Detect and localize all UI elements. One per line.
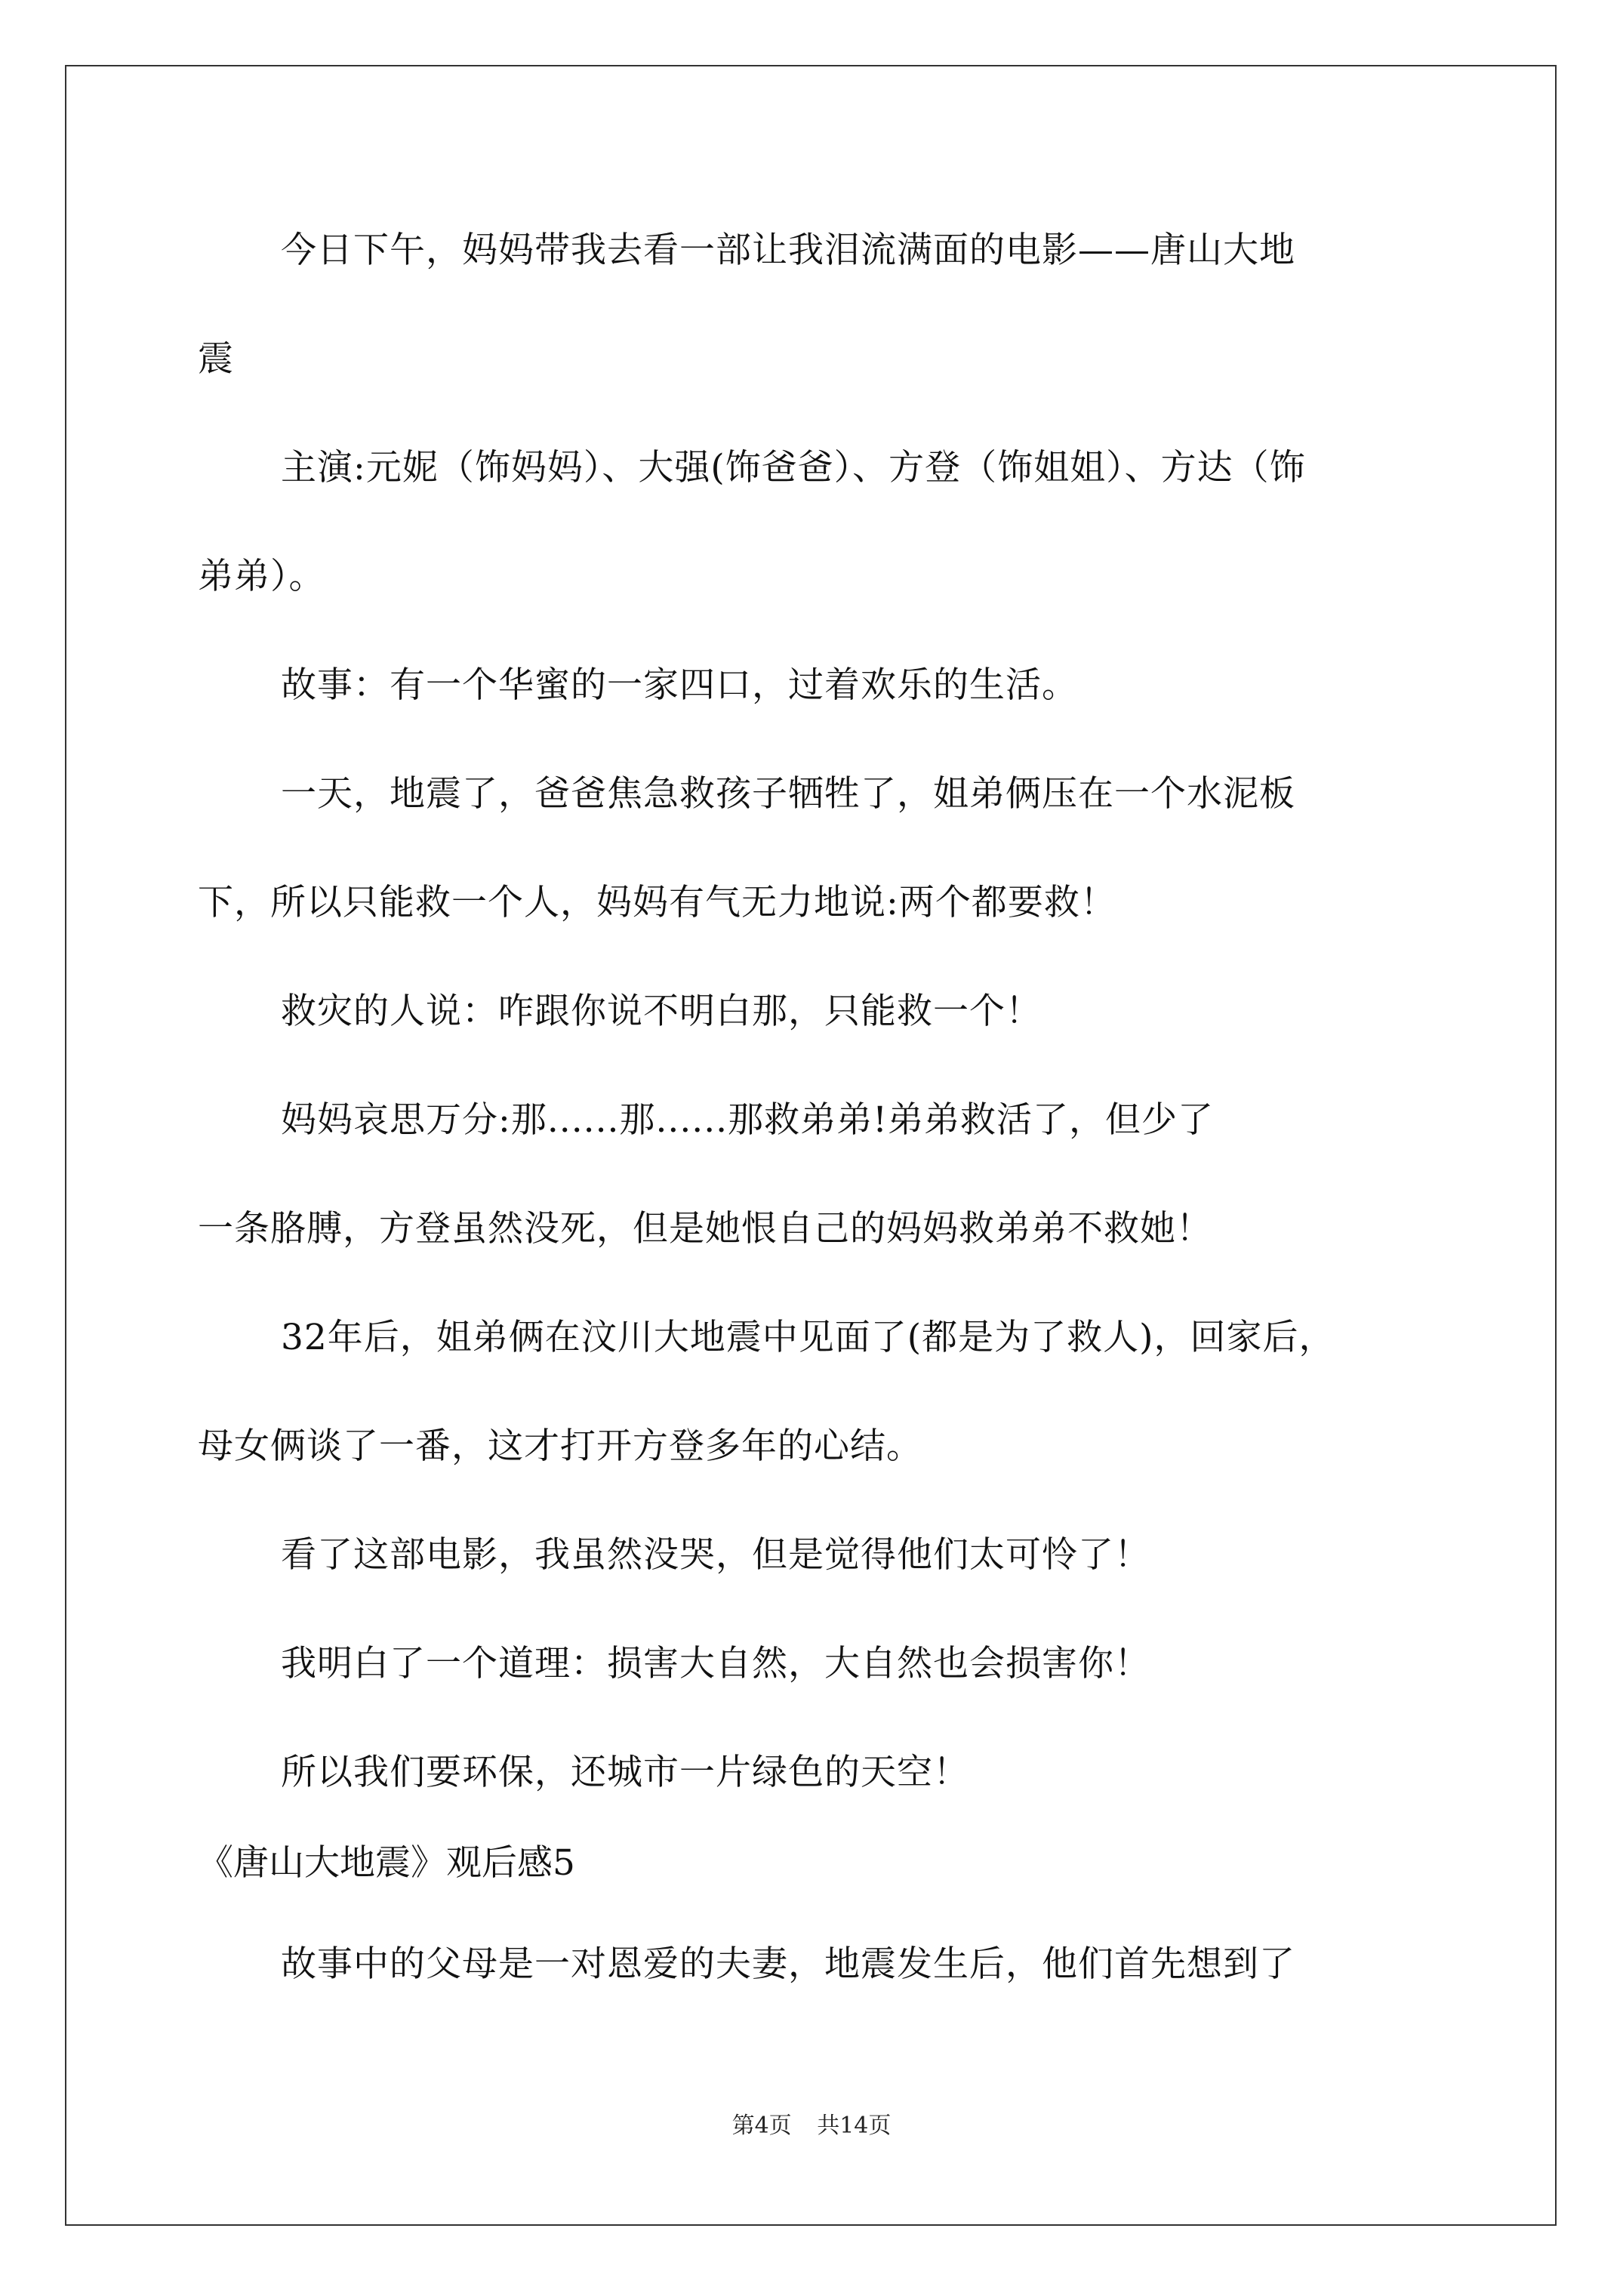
paragraph-2-line-2: 弟弟）。 bbox=[198, 556, 325, 597]
page-border bbox=[65, 65, 1557, 2226]
paragraph-1-line-1: 今日下午，妈妈带我去看一部让我泪流满面的电影——唐山大地 bbox=[281, 230, 1295, 271]
paragraph-9-line-1: 我明白了一个道理：损害大自然，大自然也会损害你！ bbox=[281, 1643, 1150, 1684]
last-paragraph-line-1: 故事中的父母是一对恩爱的夫妻，地震发生后，他们首先想到了 bbox=[281, 1943, 1295, 1985]
paragraph-6-line-1: 妈妈哀思万分:那......那......那救弟弟!弟弟救活了，但少了 bbox=[281, 1099, 1215, 1141]
paragraph-4-line-1: 一天，地震了，爸爸焦急救孩子牺牲了，姐弟俩压在一个水泥板 bbox=[281, 773, 1295, 815]
paragraph-2-line-1: 主演:元妮（饰妈妈）、大强(饰爸爸）、方登（饰姐姐）、方达（饰 bbox=[281, 447, 1306, 488]
paragraph-7-line-1: 32年后，姐弟俩在汶川大地震中见面了(都是为了救人)，回家后， bbox=[281, 1317, 1335, 1358]
page-number: 第4页 bbox=[731, 2113, 792, 2139]
paragraph-4-line-2: 下，所以只能救一个人，妈妈有气无力地说:两个都要救！ bbox=[198, 882, 1116, 923]
section-heading: 《唐山大地震》观后感5 bbox=[198, 1842, 575, 1884]
paragraph-10-line-1: 所以我们要环保，还城市一片绿色的天空！ bbox=[281, 1752, 969, 1793]
paragraph-8-line-1: 看了这部电影，我虽然没哭，但是觉得他们太可怜了！ bbox=[281, 1534, 1150, 1576]
paragraph-3-line-1: 故事：有一个华蜜的一家四口，过着欢乐的生活。 bbox=[281, 664, 1078, 706]
paragraph-5-line-1: 救灾的人说：咋跟你说不明白那，只能救一个！ bbox=[281, 991, 1042, 1032]
page-footer bbox=[0, 2111, 1623, 2141]
paragraph-6-line-2: 一条胳膊，方登虽然没死，但是她恨自己的妈妈救弟弟不救她！ bbox=[198, 1208, 1212, 1250]
paragraph-1-line-2: 震 bbox=[198, 338, 234, 380]
paragraph-7-line-2: 母女俩谈了一番，这才打开方登多年的心结。 bbox=[198, 1425, 922, 1467]
page-total: 共14页 bbox=[817, 2113, 892, 2139]
